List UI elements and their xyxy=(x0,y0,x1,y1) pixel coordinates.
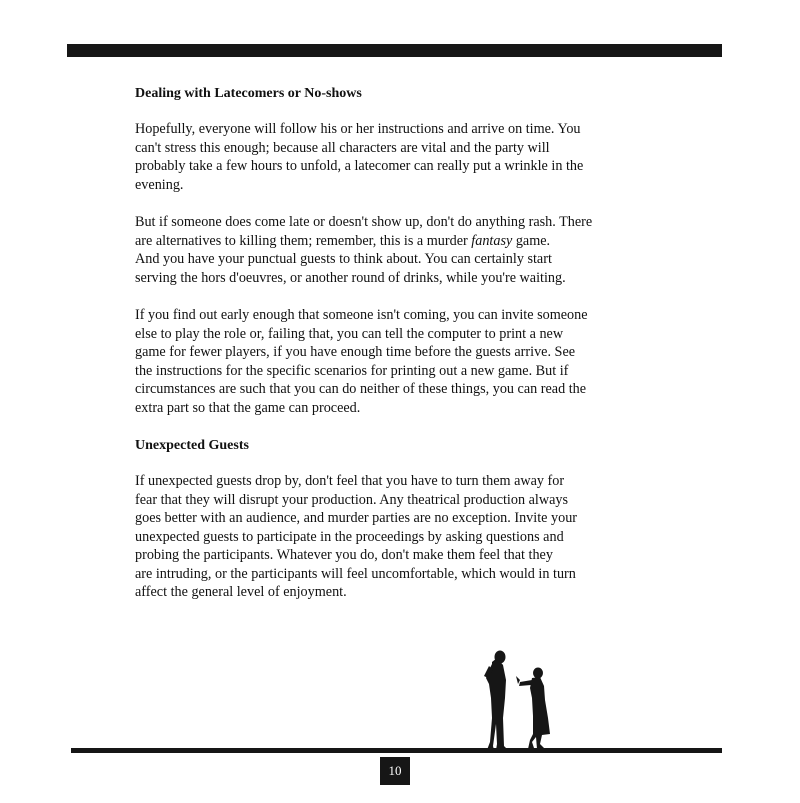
page-number: 10 xyxy=(380,757,410,785)
text-line: If unexpected guests drop by, don't feel that you have to turn them away for xyxy=(135,473,565,489)
text-line: fear that they will disrupt your production. Any theatrical production always xyxy=(135,491,569,508)
text-line: affect the general level of enjoyment. xyxy=(135,584,347,600)
text-line: the instructions for the specific scenarios for printing out a new game. But if xyxy=(135,362,569,379)
paragraph-unexpected-guests xyxy=(135,472,670,602)
text-line: can't stress this enough; because all characters are vital and the party will xyxy=(135,139,550,156)
text-fragment: game. xyxy=(512,232,551,249)
text-line: goes better with an audience, and murder parties are no exception. Invite your xyxy=(135,510,578,526)
text-line: And you have your punctual guests to think about. You can certainly start xyxy=(135,251,552,267)
text-line: evening. xyxy=(135,176,184,193)
text-line: else to play the role or, failing that, you can tell the computer to print a new xyxy=(135,325,564,342)
text-line: probing the participants. Whatever you do, don't make them feel that they xyxy=(135,547,553,563)
section-heading-latecomers: Dealing with Latecomers or No-shows xyxy=(135,86,362,101)
paragraph-early-notice xyxy=(135,306,670,417)
text-line: probably take a few hours to unfold, a latecomer can really put a wrinkle in the xyxy=(135,158,584,174)
paragraph-alternatives xyxy=(135,213,670,287)
bottom-rule xyxy=(71,748,722,753)
text-line: game for fewer players, if you have enough time before the guests arrive. See xyxy=(135,344,576,360)
page-content xyxy=(135,84,670,621)
top-rule xyxy=(67,44,722,57)
text-line: extra part so that the game can proceed. xyxy=(135,399,361,416)
paragraph-hopefully xyxy=(135,120,670,194)
text-line xyxy=(135,232,670,251)
two-figures-silhouette-icon xyxy=(470,646,580,752)
text-line: If you find out early enough that someone isn't coming, you can invite someone xyxy=(135,307,588,323)
section-heading-unexpected-guests: Unexpected Guests xyxy=(135,438,249,453)
text-line: are intruding, or the participants will feel uncomfortable, which would in turn xyxy=(135,565,576,582)
emphasis-fantasy: fantasy xyxy=(471,232,513,249)
text-line: Hopefully, everyone will follow his or her instructions and arrive on time. You xyxy=(135,121,581,137)
text-fragment: are alternatives to killing them; remember, this is a murder xyxy=(135,232,472,249)
text-line: circumstances are such that you can do neither of these things, you can read the xyxy=(135,381,587,397)
text-line: unexpected guests to participate in the proceedings by asking questions and xyxy=(135,528,564,545)
text-line: But if someone does come late or doesn't show up, don't do anything rash. There xyxy=(135,214,593,230)
text-line: serving the hors d'oeuvres, or another round of drinks, while you're waiting. xyxy=(135,269,566,286)
